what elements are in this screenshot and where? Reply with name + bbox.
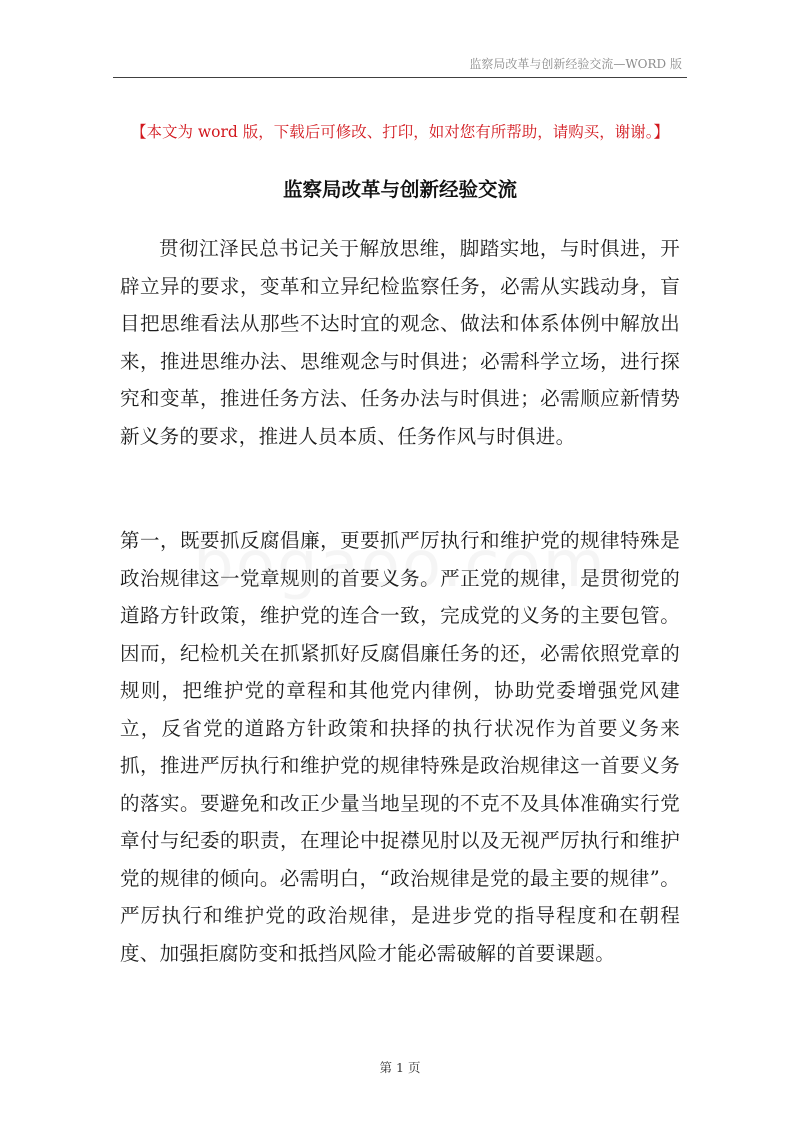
body-paragraph-intro: 贯彻江泽民总书记关于解放思维，脚踏实地，与时俱进，开辟立异的要求，变革和立异纪检监察任务，必需从实践动身，盲目把思维看法从那些不达时宜的观念、做法和体系体例中解放出来，推进思维办法、思维观念与时俱进；必需科学立场，进行探究和变革，推进任务方法、任务办法与时俱进；必需顺应新情势新义务的要求，推进人员本质、任务作风与时俱进。 — [120, 237, 680, 448]
page-number: 第 1 页 — [379, 1060, 421, 1075]
download-notice: 【本文为 word 版，下载后可修改、打印，如对您有所帮助，请购买，谢谢。】 — [130, 123, 670, 141]
document-title: 监察局改革与创新经验交流 — [282, 178, 517, 201]
running-header: 监察局改革与创新经验交流—WORD 版 — [469, 57, 682, 71]
header-divider — [113, 77, 687, 78]
body-paragraph-first-point: 第一，既要抓反腐倡廉，更要抓严厉执行和维护党的规律特殊是政治规律这一党章规则的首要义务。严正党的规律，是贯彻党的道路方针政策，维护党的连合一致，完成党的义务的主要包管。因而，纪检机关在抓紧抓好反腐倡廉任务的还，必需依照党章的规则，把维护党的章程和其他党内律例，协助党委增强党风建立，反省党的道路方针政策和抉择的执行状况作为首要义务来抓，推进严厉执行和维护党的规律特殊是政治规律这一首要义务的落实。要避免和改正少量当地呈现的不克不及具体准确实行党章付与纪委的职责，在理论中捉襟见肘以及无视严厉执行和维护党的规律的倾向。必需明白，“政治规律是党的最主要的规律”。严厉执行和维护党的政治规律，是进步党的指导程度和在朝程度、加强拒腐防变和抵挡风险才能必需破解的首要课题。 — [120, 529, 680, 965]
